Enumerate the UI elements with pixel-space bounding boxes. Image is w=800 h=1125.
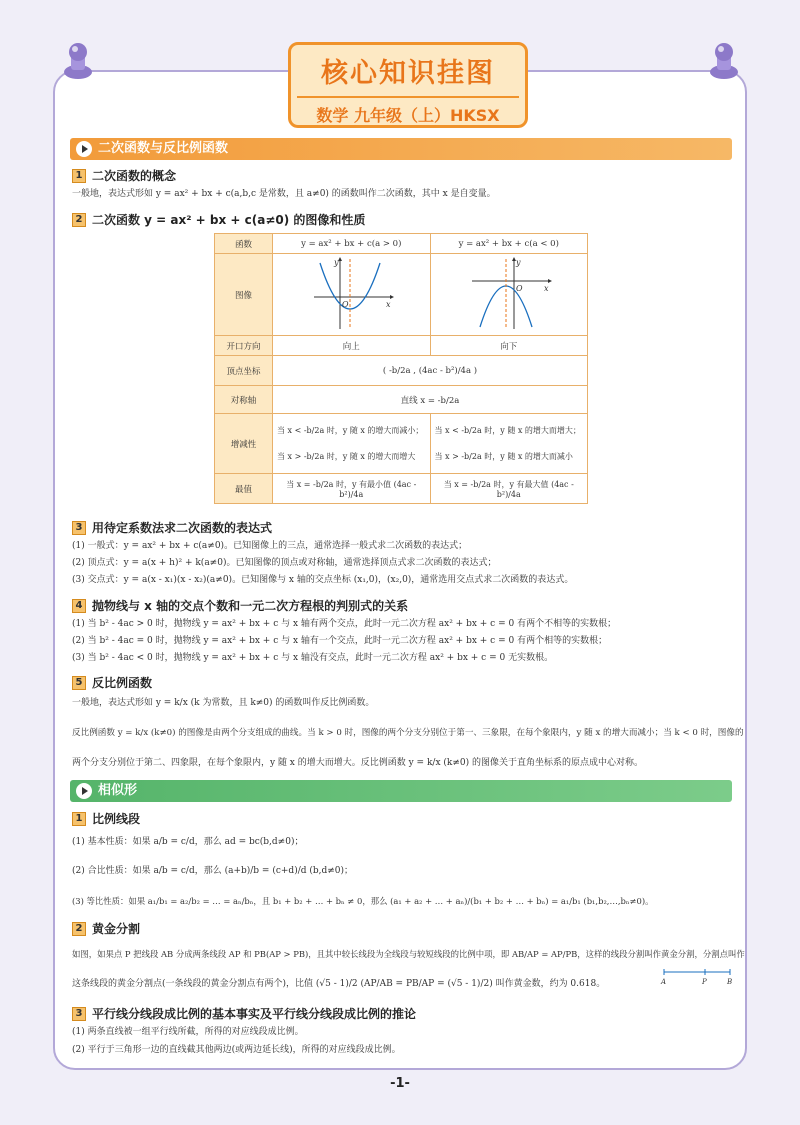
table-cell: 当 x = -b/2a 时，y 有最小值 (4ac - b²)/4a: [273, 474, 431, 504]
play-icon: [76, 783, 92, 799]
table-cell: 增减性: [215, 414, 273, 474]
graph-cell-up: [273, 254, 431, 336]
heading-3: [72, 519, 272, 536]
table-cell: 顶点坐标: [215, 356, 273, 386]
page-number: -1-: [390, 1076, 410, 1091]
paragraph: 反比例函数 y = k/x (k≠0) 的图像是由两个分支组成的曲线。当 k > 0 时，图像的两个分支分别位于第一、三象限，在每个象限内，y 随 x 的增大而减小；当 k < 0 时，图像的: [72, 728, 744, 738]
point-label: A: [661, 978, 667, 986]
cell-line: 当 x > -b/2a 时，y 随 x 的增大而增大: [277, 451, 416, 461]
paragraph: (3) 当 b² - 4ac < 0 时，抛物线 y = ax² + bx + c 与 x 轴没有交点，此时一元二次方程 ax² + bx + c = 0 无实数根。: [72, 653, 554, 663]
table-cell: 直线 x = -b/2a: [273, 386, 588, 414]
paragraph: (3) 交点式：y = a(x - x₁)(x - x₂)(a≠0)。已知图像与 x 轴的交点坐标 (x₁,0)，(x₂,0)，通常选用交点式求二次函数的表达式。: [72, 575, 574, 585]
paragraph: (1) 基本性质：如果 a/b = c/d，那么 ad = bc(b,d≠0)；: [72, 837, 304, 847]
paragraph: (2) 顶点式：y = a(x + h)² + k(a≠0)。已知图像的顶点或对称轴，通常选择顶点式求二次函数的表达式；: [72, 558, 497, 568]
paragraph: (2) 当 b² - 4ac = 0 时，抛物线 y = ax² + bx + c 与 x 轴有一个交点，此时一元二次方程 ax² + bx + c = 0 有两个相等的实数根；: [72, 636, 608, 646]
paragraph: 一般地，表达式形如 y = ax² + bx + c(a,b,c 是常数，且 a≠0) 的函数叫作二次函数，其中 x 是自变量。: [72, 189, 496, 199]
golden-section-segment: [660, 966, 736, 986]
axis-label: x: [543, 284, 549, 293]
heading-1: [72, 810, 140, 827]
play-icon: [76, 141, 92, 157]
paragraph: (2) 平行于三角形一边的直线截其他两边(或两边延长线)，所得的对应线段成比例。: [72, 1045, 401, 1055]
heading-4: [72, 597, 408, 614]
table-cell: [430, 414, 588, 474]
heading-3: [72, 1005, 416, 1022]
table-cell: y = ax² + bx + c(a > 0): [273, 234, 431, 254]
paragraph: (3) 等比性质：如果 a₁/b₁ = a₂/b₂ = … = aₙ/bₙ，且 b₁ + b₂ + … + bₙ ≠ 0，那么 (a₁ + a₂ + … + aₙ)/(b₁ + b₂ + … + bₙ) = a₁/b₁ (b₁,b₂,…,bₙ≠0)。: [72, 896, 654, 906]
heading-1: [72, 167, 176, 184]
table-cell: 图像: [215, 254, 273, 336]
paragraph: 一般地，表达式形如 y = k/x (k 为常数，且 k≠0) 的函数叫作反比例函数。: [72, 698, 375, 708]
cell-line: 当 x > -b/2a 时，y 随 x 的增大而减小: [434, 451, 573, 461]
paragraph: (1) 当 b² - 4ac > 0 时，抛物线 y = ax² + bx + c 与 x 轴有两个交点，此时一元二次方程 ax² + bx + c = 0 有两个不相等的实数根；: [72, 619, 617, 629]
paragraph: 如图，如果点 P 把线段 AB 分成两条线段 AP 和 PB(AP > PB)，且其中较长线段为全线段与较短线段的比例中项，即 AB/AP = AP/PB，这样的线段分割叫作黄金分割，分割点叫作: [72, 949, 745, 959]
table-cell: 开口方向: [215, 336, 273, 356]
axis-label: x: [386, 300, 391, 309]
pushpin-icon: [702, 42, 746, 86]
heading-text: 抛物线与 x 轴的交点个数和一元二次方程根的判别式的关系: [92, 599, 409, 613]
heading-5: [72, 674, 152, 691]
paragraph: 这条线段的黄金分割点(一条线段的黄金分割点有两个)，比值 (√5 - 1)/2 (AP/AB = PB/AP = (√5 - 1)/2) 叫作黄金数，约为 0.618。: [72, 979, 606, 989]
heading-text: 反比例函数: [92, 676, 153, 690]
paragraph: (1) 一般式：y = ax² + bx + c(a≠0)。已知图像上的三点，通常选择一般式求二次函数的表达式；: [72, 541, 468, 551]
section-header-similar: [70, 780, 732, 802]
graph-cell-down: [430, 254, 588, 336]
paragraph: (1) 两条直线被一组平行线所截，所得的对应线段成比例。: [72, 1027, 304, 1037]
number-badge: 3: [72, 521, 86, 535]
axis-label: O: [342, 300, 349, 309]
table-cell: 对称轴: [215, 386, 273, 414]
table-cell: 向下: [430, 336, 588, 356]
section-title: 二次函数与反比例函数: [98, 141, 229, 156]
heading-text: 比例线段: [92, 812, 141, 826]
parabola-down-graph: [464, 255, 554, 331]
table-cell: y = ax² + bx + c(a < 0): [430, 234, 588, 254]
table-cell: ( -b/2a , (4ac - b²)/4a ): [273, 356, 588, 386]
number-badge: 1: [72, 169, 86, 183]
axis-label: y: [515, 258, 521, 267]
point-label: B: [727, 978, 733, 986]
heading-text: 用待定系数法求二次函数的表达式: [92, 521, 273, 535]
heading-text: 二次函数的概念: [92, 169, 177, 183]
cell-line: 当 x < -b/2a 时，y 随 x 的增大而增大；: [434, 425, 581, 435]
table-cell: 当 x = -b/2a 时，y 有最大值 (4ac - b²)/4a: [430, 474, 588, 504]
heading-text: 平行线分线段成比例的基本事实及平行线分线段成比例的推论: [92, 1007, 417, 1021]
table-cell: 向上: [273, 336, 431, 356]
point-label: P: [702, 978, 707, 986]
paragraph: 两个分支分别位于第二、四象限，在每个象限内，y 随 x 的增大而增大。反比例函数 y = k/x (k≠0) 的图像关于直角坐标系的原点成中心对称。: [72, 758, 643, 768]
heading-2: [72, 920, 140, 937]
parabola-up-graph: [306, 255, 396, 331]
paragraph: (2) 合比性质：如果 a/b = c/d，那么 (a+b)/b = (c+d)/d (b,d≠0)；: [72, 866, 354, 876]
section-header-quadratic: [70, 138, 732, 160]
properties-table: [214, 233, 588, 504]
number-badge: 3: [72, 1007, 86, 1021]
title-banner: [288, 42, 528, 128]
number-badge: 2: [72, 213, 86, 227]
heading-text: 黄金分割: [92, 922, 141, 936]
table-cell: 函数: [215, 234, 273, 254]
table-cell: [273, 414, 431, 474]
number-badge: 5: [72, 676, 86, 690]
page-title: 核心知识挂图: [321, 58, 495, 89]
cell-line: 当 x < -b/2a 时，y 随 x 的增大而减小；: [277, 425, 424, 435]
heading-2: [72, 211, 365, 228]
table-cell: 最值: [215, 474, 273, 504]
number-badge: 2: [72, 922, 86, 936]
number-badge: 4: [72, 599, 86, 613]
pushpin-icon: [56, 42, 100, 86]
section-title: 相似形: [98, 783, 138, 798]
axis-label: y: [334, 258, 339, 267]
heading-text: 二次函数 y = ax² + bx + c(a≠0) 的图像和性质: [92, 213, 366, 227]
axis-label: O: [515, 284, 523, 293]
page-subtitle: 数学 九年级（上）HKSX: [297, 96, 519, 126]
number-badge: 1: [72, 812, 86, 826]
